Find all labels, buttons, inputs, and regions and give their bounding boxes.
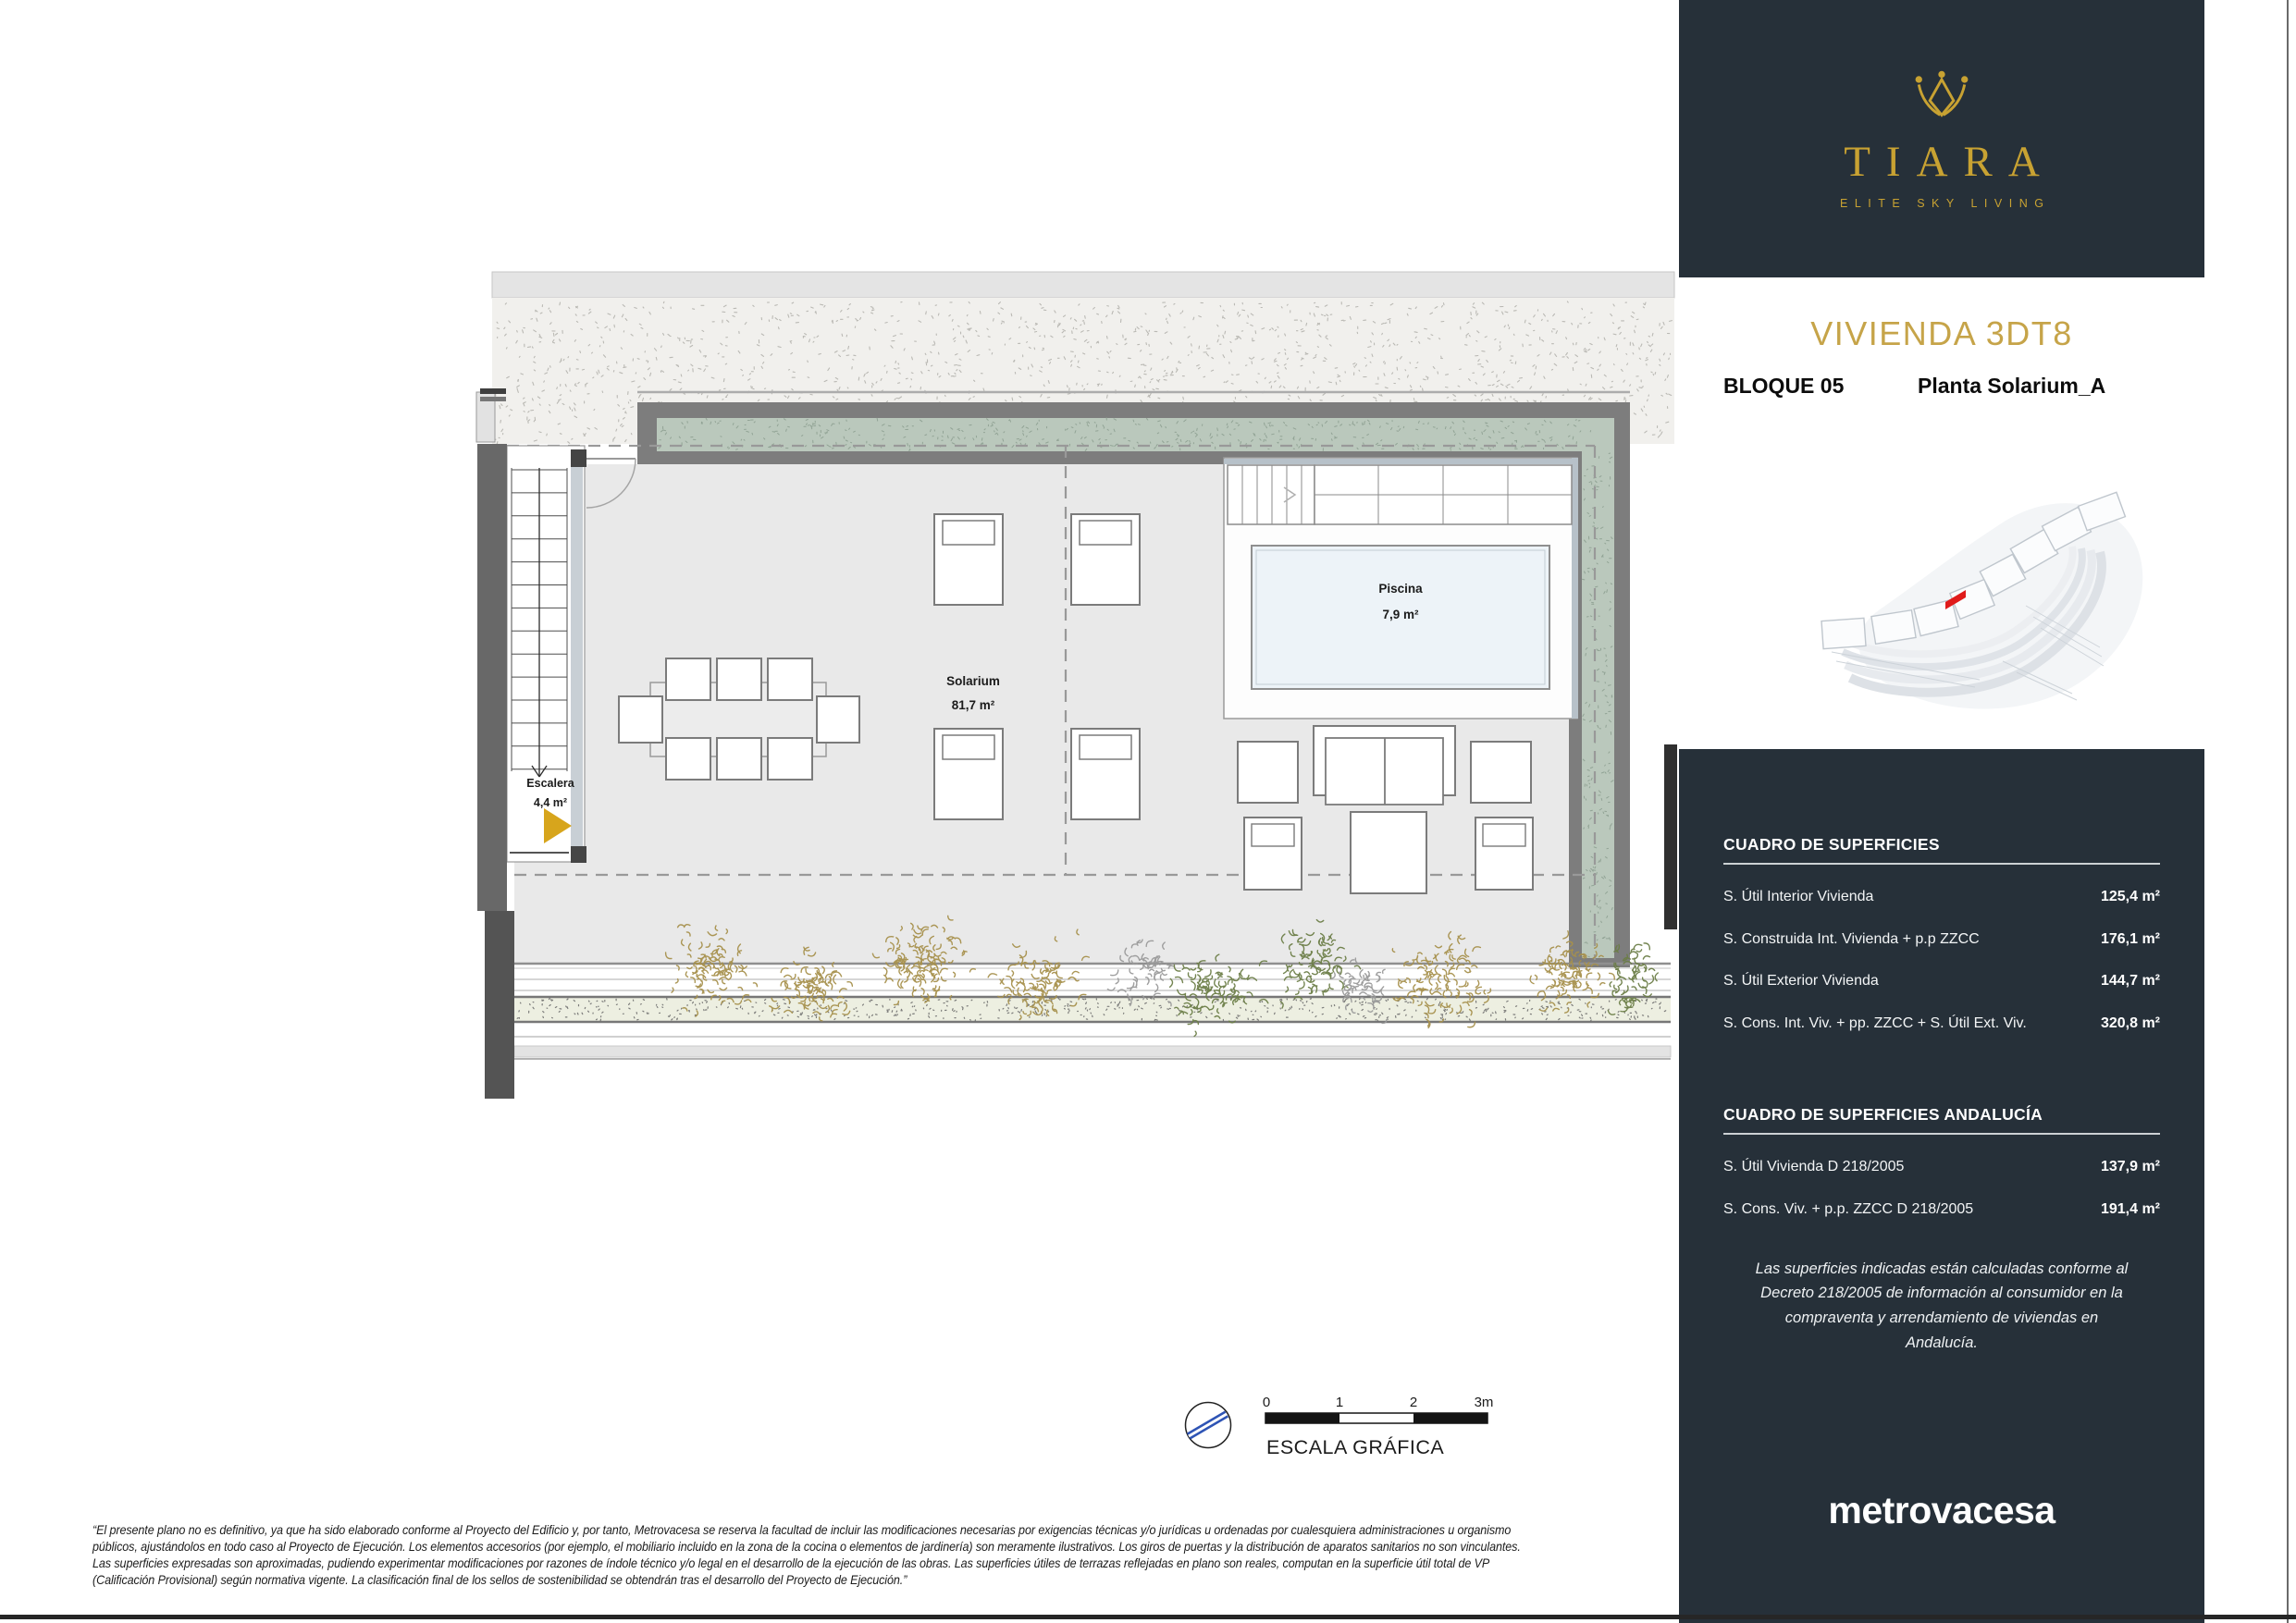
room-label-piscina: Piscina [1378, 582, 1423, 596]
neighbor-wall [1664, 744, 1677, 929]
door-hinge [571, 449, 586, 467]
surface-value: 144,7 m² [2100, 973, 2160, 990]
surface-label: S. Útil Vivienda D 218/2005 [1723, 1159, 1905, 1175]
scale-tick-0: 0 [1262, 1395, 1271, 1410]
planting-strip [514, 964, 1671, 1059]
surface-row [1723, 1157, 2160, 1177]
surface-row [1723, 1014, 2160, 1034]
surface-label: S. Cons. Viv. + p.p. ZZCC D 218/2005 [1723, 1200, 1974, 1217]
room-area-solarium: 81,7 m² [951, 698, 995, 712]
legal-disclaimer: “El presente plano no es definitivo, ya que ha sido elaborado conforme al Proyecto del Edificio y, por tanto, Metrovacesa se reserva la facultad de incluir las modificaciones necesarias por exigencias técnicas y/o jurídicas u ordenadas por cualesquiera administraciones u organismo públicos, ajustándolos en todo caso al Proyecto de Ejecución. Los elementos accesorios (por ejemplo, el mobiliario incluido en la zona de la cocina o elementos de jardinería) son meramente ilustrativos. Los giros de puertas y la distribución de aparatos sanitarios no son vinculantes. Las superficies expresadas son aproximadas, pudiendo experimentar modificaciones por razones de índole técnico y/o legal en el desarrollo de la ejecución de las obras. Las superficies útiles de terrazas reflejadas en plano son reales, computan en la superficie útil total de VP (Calificación Provisional) según normativa vigente. La clasificación final de los sellos de sostenibilidad se obtendrán tras el desarrollo del Proyecto de Ejecución.” [93, 1522, 1521, 1587]
surface-value: 137,9 m² [2100, 1159, 2160, 1175]
brand-panel [1679, 0, 2204, 277]
coffee-table [1351, 812, 1426, 893]
developer-logo: metrovacesa [1828, 1489, 2055, 1531]
surface-label: S. Cons. Int. Viv. + pp. ZZCC + S. Útil Ext. Viv. [1723, 1014, 2027, 1031]
surface-value: 191,4 m² [2100, 1200, 2160, 1217]
glass-wall [571, 466, 583, 860]
page-border-bottom [0, 1615, 2296, 1619]
tiara-crown-icon [1891, 68, 1993, 129]
surfaces-andalucia-title: CUADRO DE SUPERFICIES ANDALUCÍA [1723, 1105, 2160, 1135]
armchair [1471, 742, 1531, 803]
scale-bar [1263, 1395, 1494, 1458]
armchair [1238, 742, 1298, 803]
surface-row [1723, 971, 2160, 991]
scale-tick-1: 1 [1335, 1395, 1344, 1410]
block-label: BLOQUE 05 [1723, 374, 1845, 398]
room-area-piscina: 7,9 m² [1382, 608, 1419, 621]
floor-label: Planta Solarium_A [1918, 374, 2106, 398]
scale-tick-2: 2 [1409, 1395, 1418, 1410]
surface-row [1723, 887, 2160, 907]
brand-name: TIARA [1844, 137, 2055, 186]
decree-note: Las superficies indicadas están calculadas conforme al Decreto 218/2005 de información al consumidor en la compraventa y arrendamiento de viviendas en Andalucía. [1755, 1260, 2129, 1351]
page-border-right [2287, 0, 2289, 1623]
surface-value: 125,4 m² [2100, 889, 2160, 904]
surface-label: S. Construida Int. Vivienda + p.p ZZCC [1723, 930, 1980, 947]
title-block [1679, 314, 2204, 401]
surface-value: 320,8 m² [2100, 1014, 2160, 1031]
scale-tick-3: 3m [1474, 1395, 1494, 1410]
compass-icon [1186, 1403, 1231, 1448]
surface-label: S. Útil Interior Vivienda [1723, 889, 1874, 904]
room-label-escalera: Escalera [526, 777, 574, 790]
surface-row [1723, 929, 2160, 950]
surface-row [1723, 1199, 2160, 1220]
surface-label: S. Útil Exterior Vivienda [1723, 973, 1879, 990]
surface-value: 176,1 m² [2100, 930, 2160, 947]
room-label-solarium: Solarium [946, 674, 1000, 688]
pool-structure [1224, 458, 1578, 719]
roof-slab-band [492, 272, 1674, 298]
room-area-escalera: 4,4 m² [533, 796, 568, 809]
brand-tagline: ELITE SKY LIVING [1840, 196, 2051, 210]
page-title: VIVIENDA 3DT8 [1810, 314, 2073, 352]
scale-label: ESCALA GRÁFICA [1266, 1436, 1445, 1458]
site-plan-render [1795, 467, 2183, 744]
surfaces-title: CUADRO DE SUPERFICIES [1723, 835, 2160, 865]
surfaces-panel [1679, 749, 2204, 1623]
